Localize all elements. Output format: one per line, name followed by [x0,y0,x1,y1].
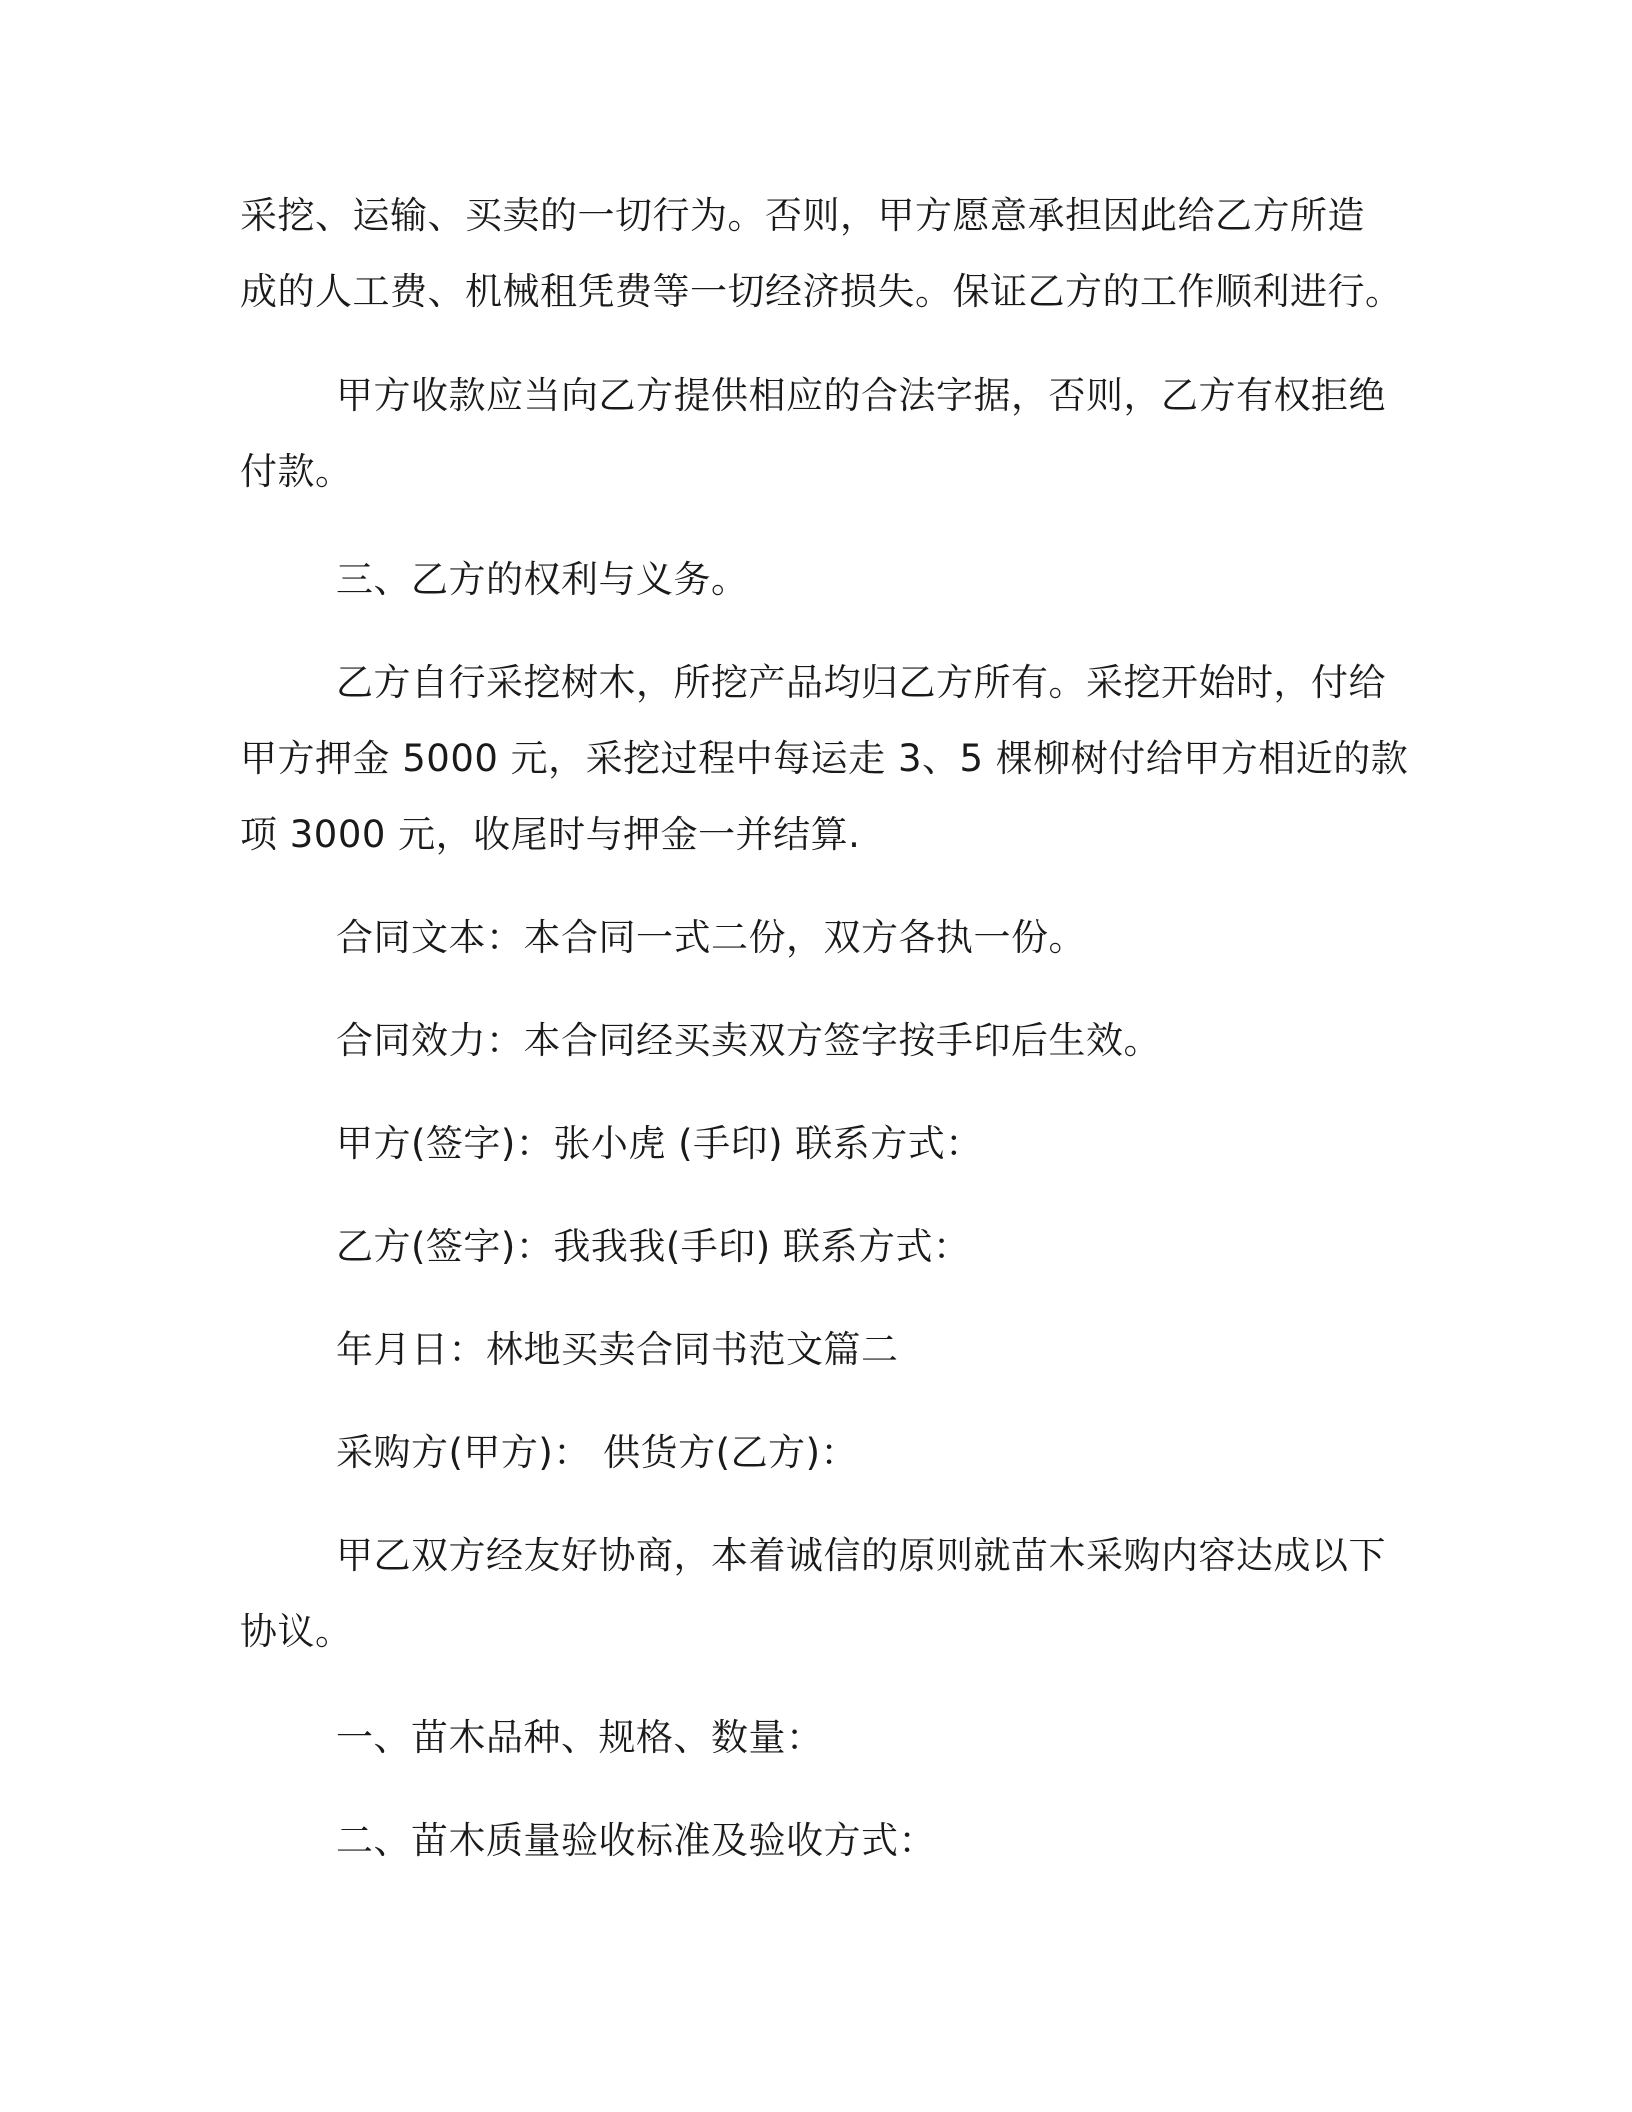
paragraph-agreement-intro [240,1518,1384,1670]
section-heading-1 [240,1700,1384,1776]
text-line: 采挖、运输、买卖的一切行为。否则，甲方愿意承担因此给乙方所造 [240,194,1365,237]
text-line: 项 3000 元，收尾时与押金一并结算. [240,813,861,856]
section-heading-3 [240,542,1384,618]
text-line: 甲方押金 5000 元，采挖过程中每运走 3、5 棵柳树付给甲方相近的款 [240,737,1409,780]
party-a-signature [240,1106,1384,1182]
text-line: 乙方(签字)：我我我(手印) 联系方式： [336,1225,971,1268]
party-b-signature [240,1209,1384,1285]
text-line: 甲方收款应当向乙方提供相应的合法字据，否则，乙方有权拒绝 [336,374,1386,417]
text-line: 三、乙方的权利与义务。 [336,558,749,601]
text-line: 合同效力：本合同经买卖双方签字按手印后生效。 [336,1019,1161,1062]
buyer-supplier-line [240,1415,1384,1491]
text-line: 协议。 [240,1610,353,1653]
date-and-title-line [240,1312,1384,1388]
paragraph-continuation [240,178,1403,330]
text-line: 成的人工费、机械租凭费等一切经济损失。保证乙方的工作顺利进行。 [240,270,1403,313]
text-line: 一、苗木品种、规格、数量： [336,1716,824,1759]
paragraph-contract-effect [240,1003,1384,1079]
text-line: 二、苗木质量验收标准及验收方式： [336,1819,936,1862]
text-line: 甲乙双方经友好协商，本着诚信的原则就苗木采购内容达成以下 [336,1534,1386,1577]
paragraph-contract-text [240,900,1384,976]
section-heading-2 [240,1803,1384,1879]
text-line: 采购方(甲方)： 供货方(乙方)： [336,1431,859,1474]
paragraph-receipt [240,358,1384,510]
text-line: 年月日：林地买卖合同书范文篇二 [336,1328,899,1371]
text-line: 甲方(签字)：张小虎 (手印) 联系方式： [336,1122,983,1165]
text-line: 付款。 [240,450,353,493]
text-line: 乙方自行采挖树木，所挖产品均归乙方所有。采挖开始时，付给 [336,661,1386,704]
text-line: 合同文本：本合同一式二份，双方各执一份。 [336,916,1086,959]
paragraph-obligations [240,645,1409,873]
